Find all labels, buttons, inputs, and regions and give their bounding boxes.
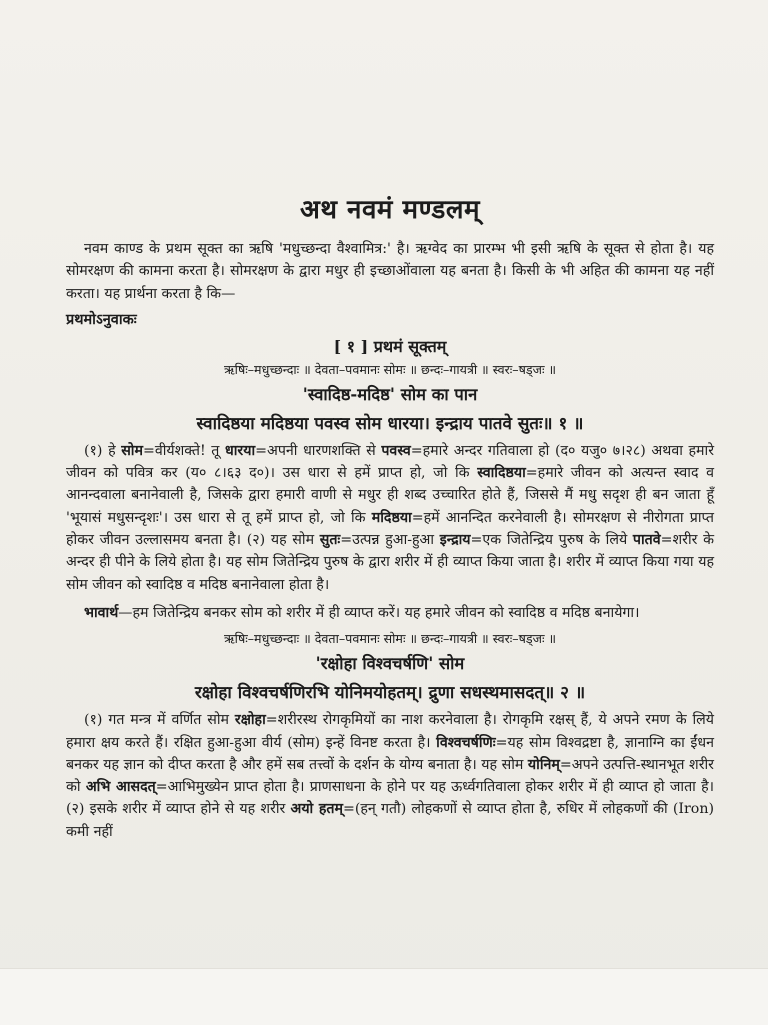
text-run: =अपने उत्पत्ति-स्थानभूत शरीर को [66,756,714,796]
text-run: =हमारे जीवन को अत्यन्त स्वाद व आनन्दवाला बनानेवाली है, जिसके द्वारा हमारी वाणी से मधुर ही शब्द उच्चारित होते हैं, जिससे मैं मधु सदृश ही बन जाता हूँ 'भूयासं मधुसन्दृशः'। उस धारा से तू हमें प्राप्त हो, जो कि [66,465,715,526]
keyword: विश्वचर्षणिः [436,734,496,751]
anuvaka-heading: प्रथमोऽनुवाकः [66,310,137,328]
keyword: सोम [121,442,143,459]
keyword: धारया [225,442,256,459]
text-run: =यह सोम विश्वद्रष्टा है, ज्ञानाग्नि का ईंधन बनकर यह ज्ञान को दीप्त करता है और हमें सब तत्त्वों के दर्शन के योग्य बनाता है। यह सोम [66,734,715,773]
meta-line-2: ऋषिः–मधुच्छन्दाः ॥ देवता–पवमानः सोमः ॥ छन्दः–गायत्री ॥ स्वरः–षड्जः ॥ [223,631,557,647]
keyword: अभि आसदत् [85,779,156,796]
commentary-paragraph-2 [66,709,714,843]
text-run: =अपनी धारणशक्ति से [255,442,382,459]
text-run: (१) हे [84,442,122,459]
text-run: =शरीरस्थ रोगकृमियों का नाश करनेवाला है। रोगकृमि रक्षस् हैं, ये अपने रमण के लिये हमारा क्षय करते हैं। रक्षित हुआ-हुआ वीर्य (सोम) इन्हें विनष्ट करता है। [66,712,714,751]
bhavartha-paragraph-1 [66,602,714,624]
text-run: =एक जितेन्द्रिय पुरुष के लिये [470,532,633,549]
page-title: अथ नवमं मण्डलम् [300,195,480,225]
mantra-2: रक्षोहा विश्वचर्षणिरभि योनिमयोहतम्। द्रुणा सधस्थमासदत्॥ २ ॥ [194,683,586,704]
keyword: सुतः [319,532,341,549]
commentary-paragraph-1 [66,440,714,596]
section-heading-2: 'रक्षोहा विश्वचर्षणि' सोम [315,654,465,674]
intro-paragraph: नवम काण्ड के प्रथम सूक्त का ऋषि 'मधुच्छन्दा वैश्वामित्र:' है। ऋग्वेद का प्रारम्भ भी इसी ऋषि के सूक्त से होता है। यह सोमरक्षण की कामना करता है। सोमरक्षण के द्वारा मधुर ही इच्छाओंवाला यह बनता है। किसी के भी अहित की कामना यह नहीं करता। यह प्रार्थना करता है कि— [66,241,714,302]
keyword: मदिष्ठया [371,509,412,526]
keyword: इन्द्राय [439,532,471,549]
keyword: योनिम् [527,756,560,773]
mantra-1: स्वादिष्ठया मदिष्ठया पवस्व सोम धारया। इन्द्राय पातवे सुतः॥ १ ॥ [196,413,584,434]
bhavartha-label: भावार्थ [84,604,119,621]
keyword: रक्षोहा [234,712,266,729]
bottom-margin [0,968,768,1025]
text-run: =(हन् गतौ) लोहकणों से व्याप्त होता है, रुधिर में लोहकणों की (Iron) कमी नहीं [66,801,714,840]
keyword: पवस्व [381,442,411,459]
text-run: =वीर्यशक्ते! तू [142,442,226,459]
document-body [66,190,714,843]
bhavartha-text: —हम जितेन्द्रिय बनकर सोम को शरीर में ही व्याप्त करें। यह हमारे जीवन को स्वादिष्ठ व मदिष्ठ बनायेगा। [118,604,640,621]
section-heading-1: 'स्वादिष्ठ-मदिष्ठ' सोम का पान [302,384,478,404]
text-run: =शरीर के अन्दर ही पीने के लिये होता है। यह सोम जितेन्द्रिय पुरुष के द्वारा शरीर में ही व्याप्त किया जाता है। शरीर में व्याप्त किया गया यह सोम जीवन को स्वादिष्ठ व मदिष्ठ बनानेवाला होता है। [66,532,715,593]
keyword: स्वादिष्ठया [477,465,526,482]
text-run: =हमें आनन्दित करनेवाली है। सोमरक्षण से नीरोगता प्राप्त होकर जीवन उल्लासमय बनता है। (२) यह सोम [66,509,714,549]
sukta-title: [ १ ] प्रथमं सूक्तम् [333,336,447,356]
text-run: =आभिमुख्येन प्राप्त होता है। प्राणसाधना के होने पर यह ऊर्ध्वगतिवाला होकर शरीर में ही व्याप्त हो जाता है। (२) इसके शरीर में व्याप्त होने से यह शरीर [66,779,714,818]
keyword: अयो हतम् [290,801,343,818]
text-run: (१) गत मन्त्र में वर्णित सोम [84,712,235,729]
text-run: =उत्पन्न हुआ-हुआ [340,532,440,549]
text-run: =हमारे अन्दर गतिवाला हो (द० यजु० ७।२८) अथवा हमारे जीवन को पवित्र कर (य० ८।६३ द०)। उस धारा से हमें प्राप्त हो, जो कि [66,442,714,482]
keyword: पातवे [632,532,661,549]
meta-line-1: ऋषिः–मधुच्छन्दाः ॥ देवता–पवमानः सोमः ॥ छन्दः–गायत्री ॥ स्वरः–षड्जः ॥ [223,361,557,377]
